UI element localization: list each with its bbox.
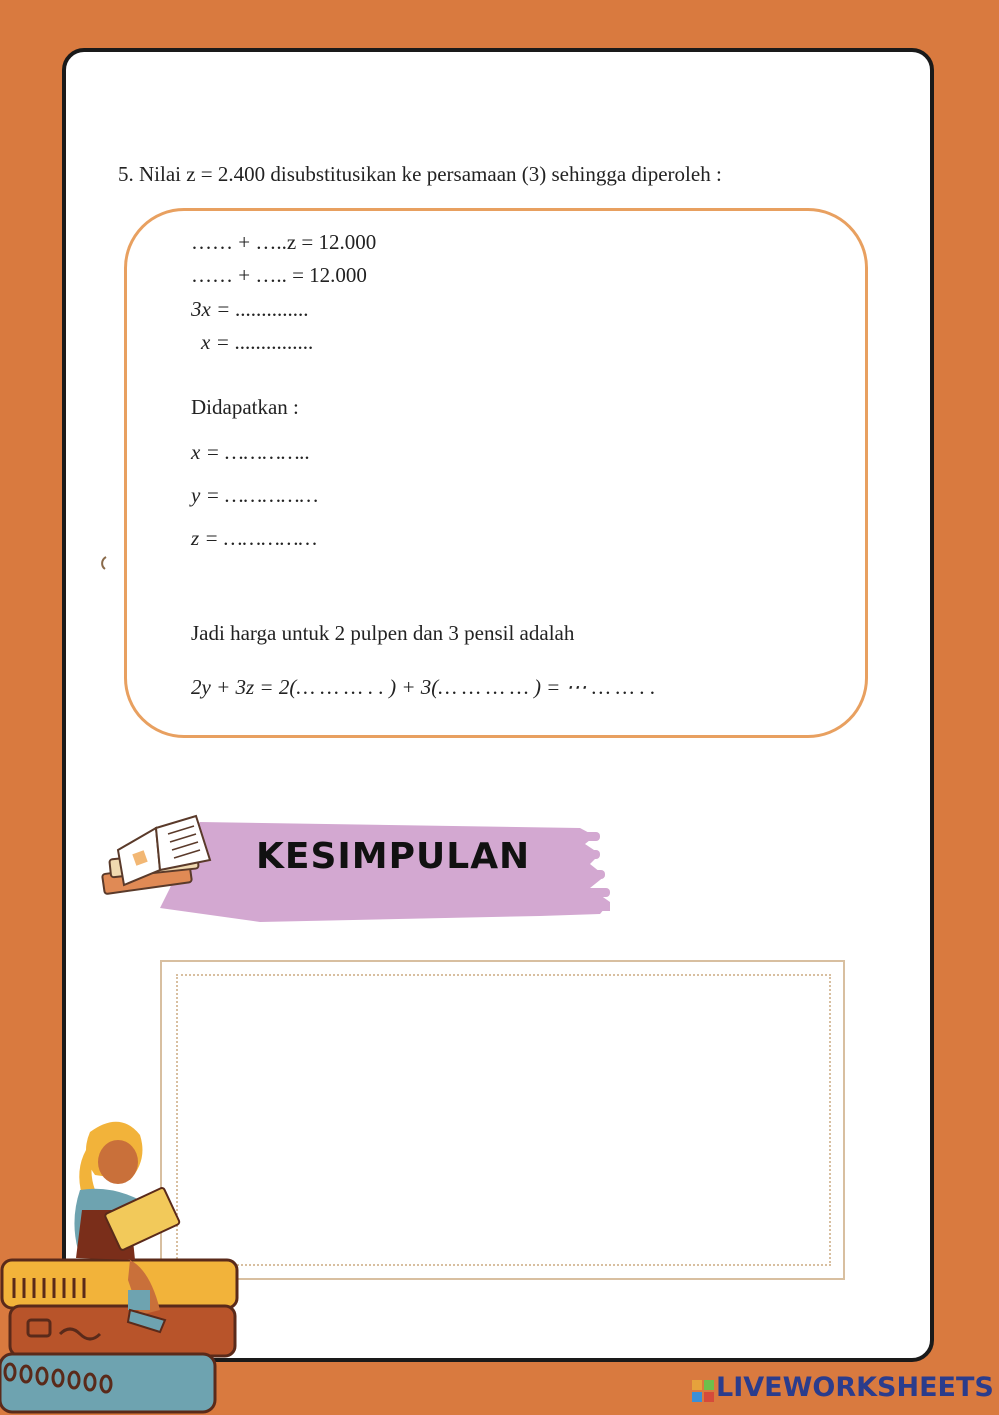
- equation-line-3: 3x = ..............: [191, 297, 309, 321]
- liveworksheets-brand[interactable]: LIVEWORKSHEETS: [716, 1372, 994, 1403]
- x-result-line: x = …………..: [191, 440, 311, 464]
- liveworksheets-logo-icon: [692, 1380, 714, 1402]
- price-formula: 2y + 3z = 2(… … … . . ) + 3(… … … … ) = ⋯ … … . .: [191, 675, 656, 699]
- question-title: 5. Nilai z = 2.400 disubstitusikan ke persamaan (3) sehingga diperoleh :: [118, 162, 722, 186]
- z-result-line: z = ……………: [191, 526, 318, 550]
- girl-reading-on-books-illustration: [0, 1110, 245, 1415]
- equation-line-2: …… + ….. = 12.000: [191, 263, 367, 287]
- obtained-label: Didapatkan :: [191, 395, 299, 419]
- equation-line-4: x = ...............: [201, 330, 314, 354]
- equation-line-1: …… + …..z = 12.000: [191, 230, 377, 254]
- stray-mark-icon: [100, 556, 108, 570]
- y-result-line: y = ……………: [191, 483, 319, 507]
- open-book-icon: [98, 810, 218, 905]
- conclusion-answer-box[interactable]: [160, 960, 845, 1280]
- answer-box-inner-border: [176, 974, 831, 1266]
- banner-title: KESIMPULAN: [256, 836, 531, 877]
- conclusion-sentence: Jadi harga untuk 2 pulpen dan 3 pensil adalah: [191, 621, 575, 645]
